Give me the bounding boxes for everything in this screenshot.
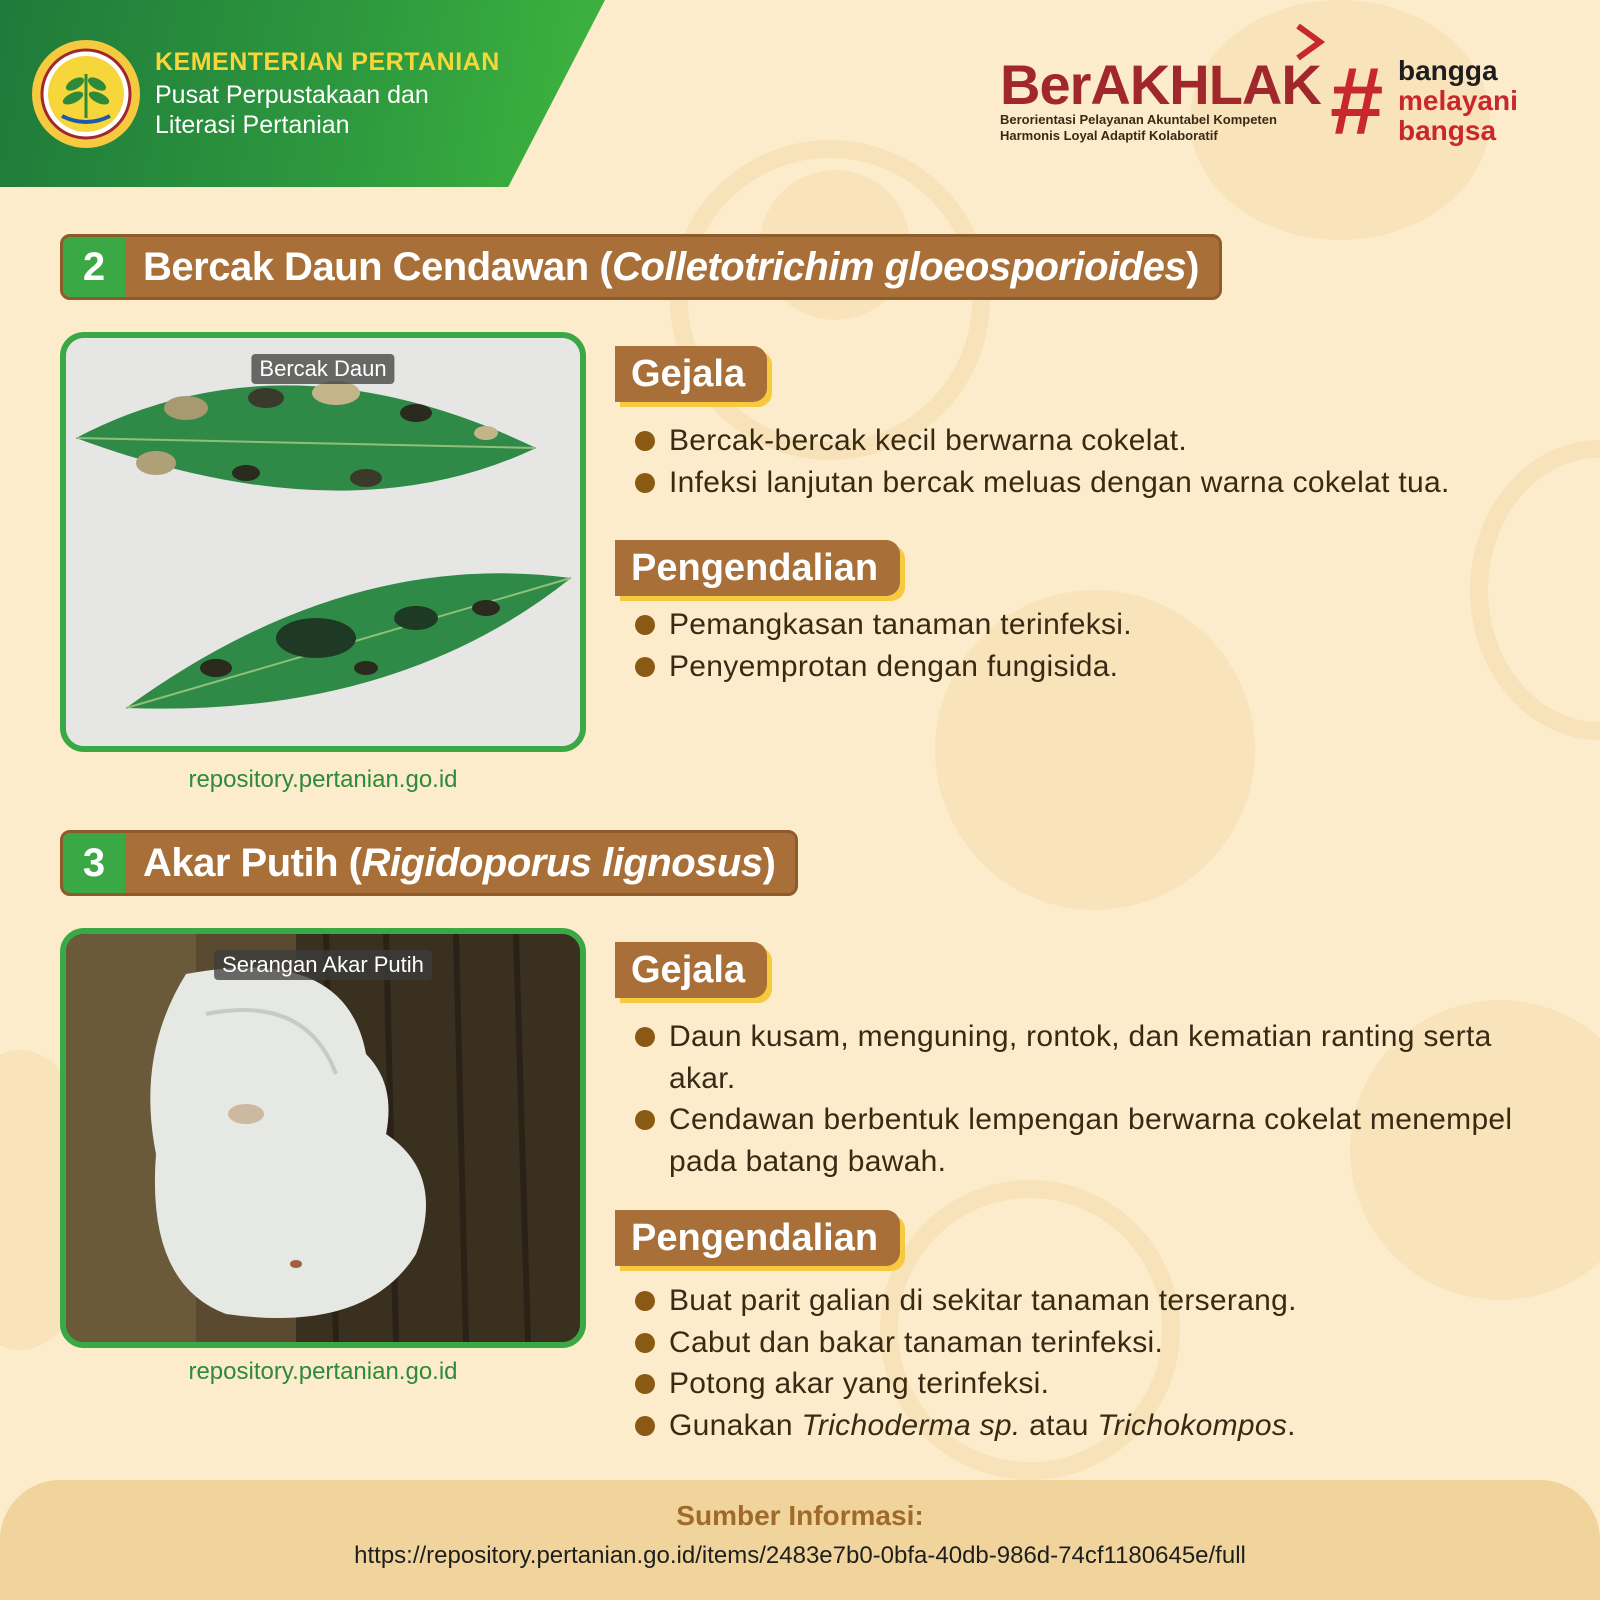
gejala-heading: Gejala — [615, 942, 767, 998]
org-subtitle: Pusat Perpustakaan dan Literasi Pertanian — [155, 81, 429, 139]
list-item: Cendawan berbentuk lempengan berwarna cokelat menempel pada batang bawah. — [632, 1099, 1532, 1182]
list-item: Bercak-bercak kecil berwarna cokelat. — [632, 420, 1552, 462]
berakhlak-description: Berorientasi Pelayanan Akuntabel Kompeten Harmonis Loyal Adaptif Kolaboratif — [1000, 112, 1277, 143]
section-number: 2 — [63, 237, 125, 297]
chevron-right-icon — [1290, 22, 1330, 62]
source-url: https://repository.pertanian.go.id/items/2483e7b0-0bfa-40db-986d-74cf1180645e/full — [354, 1542, 1246, 1569]
list-item: Gunakan Trichoderma sp. atau Trichokompos. — [632, 1405, 1532, 1447]
tagline: bangga melayani bangsa — [1398, 55, 1518, 146]
pengendalian-list — [632, 604, 1552, 687]
list-item: Potong akar yang terinfeksi. — [632, 1363, 1532, 1405]
list-item: Infeksi lanjutan bercak meluas dengan warna cokelat tua. — [632, 462, 1552, 504]
section-heading — [60, 830, 798, 896]
list-item: Buat parit galian di sekitar tanaman terserang. — [632, 1280, 1532, 1322]
section-title: Akar Putih (Rigidoporus lignosus) — [143, 840, 776, 885]
photo-credit: repository.pertanian.go.id — [188, 1358, 458, 1385]
white-root-fungus-photo — [60, 928, 586, 1348]
org-title: KEMENTERIAN PERTANIAN — [155, 48, 500, 76]
pengendalian-list — [632, 1280, 1532, 1446]
list-item: Daun kusam, menguning, rontok, dan kematian ranting serta akar. — [632, 1016, 1532, 1099]
section-number: 3 — [63, 833, 125, 893]
list-item: Pemangkasan tanaman terinfeksi. — [632, 604, 1552, 646]
footer — [0, 1480, 1600, 1600]
leaf-spot-photo — [60, 332, 586, 752]
section-heading — [60, 234, 1222, 300]
photo-credit: repository.pertanian.go.id — [188, 766, 458, 793]
photo-label: Bercak Daun — [251, 354, 394, 384]
kementan-logo-icon — [30, 38, 142, 150]
berakhlak-logo: BerAKHLAK — [1000, 53, 1321, 116]
hashtag-icon: # — [1330, 48, 1384, 155]
pengendalian-heading: Pengendalian — [615, 1210, 900, 1266]
gejala-list — [632, 420, 1552, 503]
gejala-heading: Gejala — [615, 346, 767, 402]
fungus-illustration — [66, 934, 580, 1342]
list-item: Cabut dan bakar tanaman terinfeksi. — [632, 1322, 1532, 1364]
section-title: Bercak Daun Cendawan (Colletotrichim gloeosporioides) — [143, 244, 1199, 289]
gejala-list — [632, 1016, 1532, 1182]
list-item: Penyemprotan dengan fungisida. — [632, 646, 1552, 688]
leaf-illustration — [66, 338, 580, 746]
pengendalian-heading: Pengendalian — [615, 540, 900, 596]
photo-label: Serangan Akar Putih — [214, 950, 432, 980]
source-title: Sumber Informasi: — [676, 1500, 924, 1531]
